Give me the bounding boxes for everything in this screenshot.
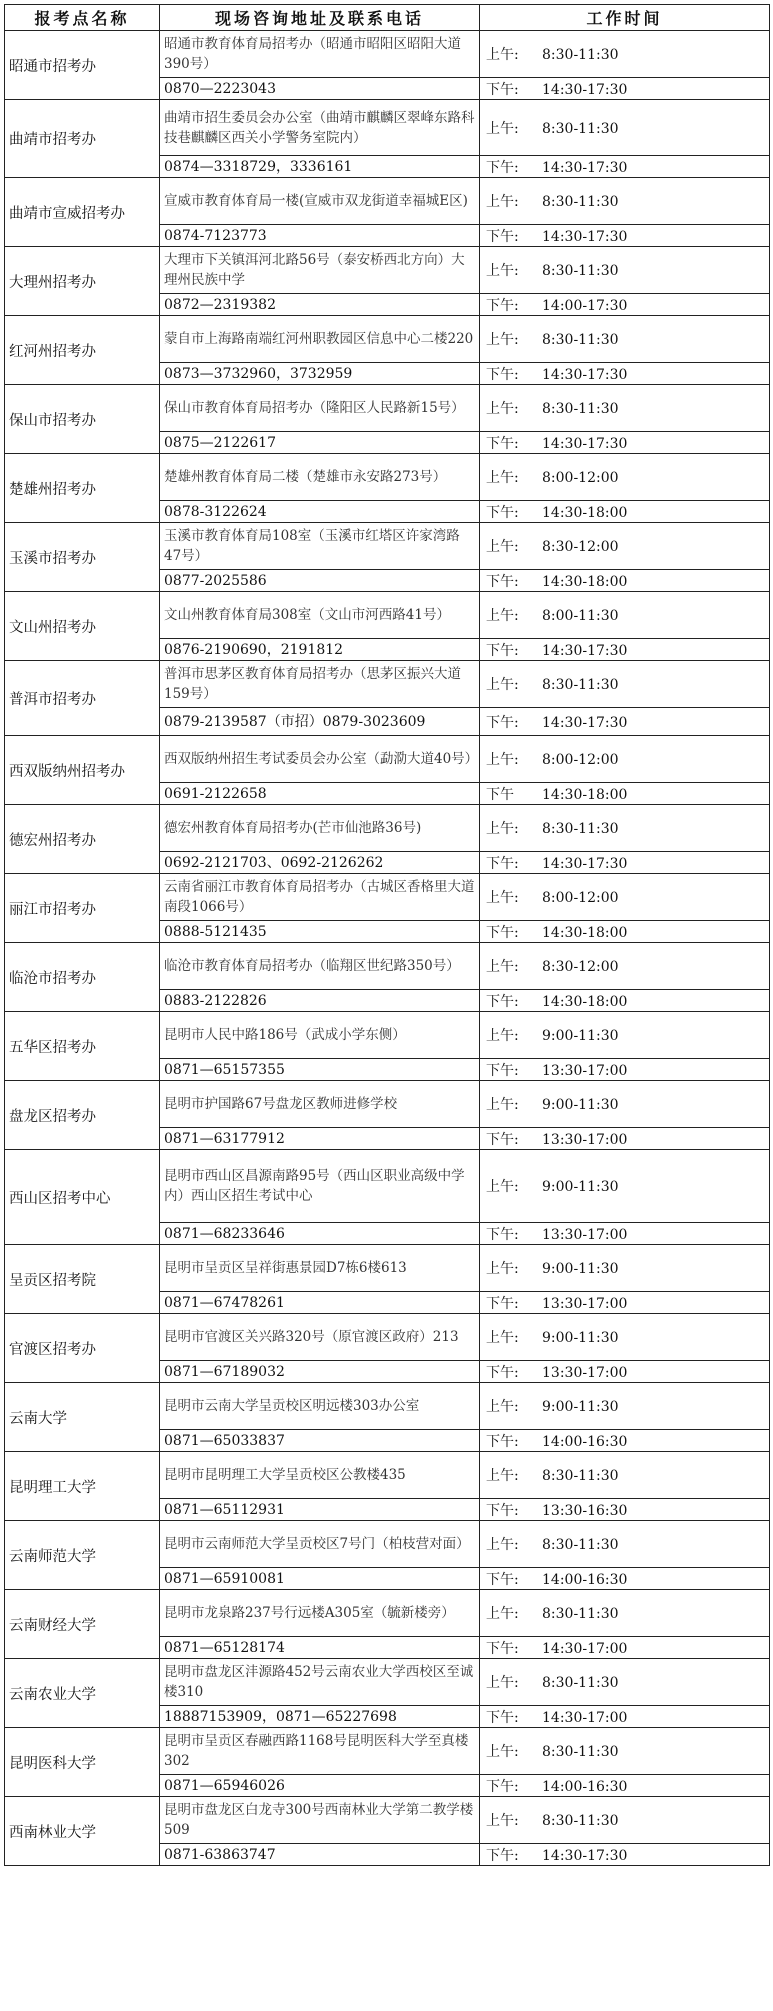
office-name-cell: 西双版纳州招考办 [5, 736, 160, 805]
afternoon-label: 下午 [486, 786, 514, 803]
afternoon-time: 14:30-18:00 [542, 573, 628, 590]
table-row [5, 31, 770, 78]
office-name-cell: 五华区招考办 [5, 1012, 160, 1081]
morning-label: 上午: [486, 752, 519, 768]
table-row [5, 1081, 770, 1128]
office-name-cell: 保山市招考办 [5, 385, 160, 454]
afternoon-hours-cell [480, 432, 770, 454]
morning-label: 上午: [486, 1675, 519, 1691]
morning-time: 9:00-11:30 [542, 1330, 619, 1346]
phone-cell: 0871—65910081 [160, 1568, 480, 1590]
table-row [5, 523, 770, 570]
afternoon-label: 下午: [486, 1295, 519, 1312]
office-name-cell: 德宏州招考办 [5, 805, 160, 874]
address-cell: 昭通市教育体育局招考办（昭通市昭阳区昭阳大道390号） [160, 31, 480, 78]
morning-time: 8:30-12:00 [542, 959, 619, 975]
afternoon-label: 下午: [486, 435, 519, 452]
afternoon-hours-cell [480, 1292, 770, 1314]
afternoon-hours-cell [480, 1059, 770, 1081]
morning-time: 8:00-11:30 [542, 608, 619, 624]
address-cell: 昆明市云南大学呈贡校区明远楼303办公室 [160, 1383, 480, 1430]
afternoon-label: 下午: [486, 228, 519, 245]
phone-cell: 0879-2139587（市招）0879-3023609 [160, 708, 480, 736]
afternoon-time: 14:30-17:30 [542, 366, 628, 383]
afternoon-time: 14:00-16:30 [542, 1433, 628, 1450]
morning-label: 上午: [486, 821, 519, 837]
morning-time: 9:00-11:30 [542, 1097, 619, 1113]
address-cell: 昆明市人民中路186号（武成小学东侧） [160, 1012, 480, 1059]
table-row [5, 1521, 770, 1568]
morning-label: 上午: [486, 194, 519, 210]
morning-time: 8:30-11:30 [542, 401, 619, 417]
morning-hours-cell [480, 178, 770, 225]
afternoon-hours-cell [480, 1223, 770, 1245]
afternoon-label: 下午: [486, 993, 519, 1010]
morning-label: 上午: [486, 539, 519, 555]
phone-cell: 0871—65112931 [160, 1499, 480, 1521]
office-name-cell: 临沧市招考办 [5, 943, 160, 1012]
afternoon-time: 13:30-17:00 [542, 1131, 628, 1148]
afternoon-label: 下午: [486, 1131, 519, 1148]
afternoon-time: 13:30-17:00 [542, 1295, 628, 1312]
phone-cell: 0871—65946026 [160, 1775, 480, 1797]
afternoon-time: 13:30-17:00 [542, 1364, 628, 1381]
address-cell: 昆明市云南师范大学呈贡校区7号门（柏枝营对面） [160, 1521, 480, 1568]
phone-cell: 0871—65157355 [160, 1059, 480, 1081]
afternoon-hours-cell [480, 1361, 770, 1383]
phone-cell: 0877-2025586 [160, 570, 480, 592]
morning-hours-cell [480, 454, 770, 501]
morning-time: 8:30-11:30 [542, 1468, 619, 1484]
morning-label: 上午: [486, 1399, 519, 1415]
afternoon-label: 下午: [486, 1847, 519, 1864]
morning-label: 上午: [486, 1261, 519, 1277]
phone-cell: 0692-2121703、0692-2126262 [160, 852, 480, 874]
afternoon-hours-cell [480, 921, 770, 943]
morning-label: 上午: [486, 1744, 519, 1760]
table-row [5, 1728, 770, 1775]
phone-cell: 0871—68233646 [160, 1223, 480, 1245]
afternoon-time: 14:30-17:30 [542, 81, 628, 98]
table-row [5, 1383, 770, 1430]
morning-label: 上午: [486, 1606, 519, 1622]
address-cell: 文山州教育体育局308室（文山市河西路41号） [160, 592, 480, 639]
morning-hours-cell [480, 1590, 770, 1637]
morning-label: 上午: [486, 401, 519, 417]
office-name-cell: 云南大学 [5, 1383, 160, 1452]
morning-label: 上午: [486, 332, 519, 348]
office-name-cell: 大理州招考办 [5, 247, 160, 316]
address-cell: 昆明市盘龙区沣源路452号云南农业大学西校区至诚楼310 [160, 1659, 480, 1706]
morning-hours-cell [480, 1012, 770, 1059]
header-office-name: 报考点名称 [5, 5, 160, 31]
phone-cell: 0871—67478261 [160, 1292, 480, 1314]
table-row [5, 1314, 770, 1361]
registration-office-table [4, 4, 770, 1866]
morning-hours-cell [480, 1081, 770, 1128]
morning-hours-cell [480, 1150, 770, 1223]
phone-cell: 0874—3318729，3336161 [160, 156, 480, 178]
table-row [5, 100, 770, 156]
morning-time: 8:30-11:30 [542, 120, 619, 137]
morning-hours-cell [480, 1797, 770, 1844]
phone-cell: 0870—2223043 [160, 78, 480, 100]
morning-time: 8:30-11:30 [542, 1744, 619, 1760]
table-row [5, 1590, 770, 1637]
table-row [5, 1245, 770, 1292]
address-cell: 玉溪市教育体育局108室（玉溪市红塔区许家湾路47号） [160, 523, 480, 570]
morning-label: 上午: [486, 1097, 519, 1113]
afternoon-time: 14:30-18:00 [542, 993, 628, 1010]
afternoon-time: 14:30-17:00 [542, 1709, 628, 1726]
morning-hours-cell [480, 1314, 770, 1361]
address-cell: 宣威市教育体育局一楼(宣威市双龙街道幸福城E区) [160, 178, 480, 225]
phone-cell: 0872—2319382 [160, 294, 480, 316]
address-cell: 昆明市官渡区关兴路320号（原官渡区政府）213 [160, 1314, 480, 1361]
phone-cell: 0871—63177912 [160, 1128, 480, 1150]
office-name-cell: 丽江市招考办 [5, 874, 160, 943]
morning-hours-cell [480, 1245, 770, 1292]
morning-time: 8:30-11:30 [542, 677, 619, 693]
afternoon-hours-cell [480, 852, 770, 874]
morning-time: 8:30-12:00 [542, 539, 619, 555]
office-name-cell: 曲靖市宣威招考办 [5, 178, 160, 247]
afternoon-label: 下午: [486, 1433, 519, 1450]
afternoon-time: 14:30-17:30 [542, 159, 628, 176]
phone-cell: 0871—67189032 [160, 1361, 480, 1383]
morning-label: 上午: [486, 263, 519, 279]
address-cell: 昆明市西山区昌源南路95号（西山区职业高级中学内）西山区招生考试中心 [160, 1150, 480, 1223]
afternoon-time: 14:00-17:30 [542, 297, 628, 314]
afternoon-hours-cell [480, 783, 770, 805]
table-row [5, 1012, 770, 1059]
morning-hours-cell [480, 592, 770, 639]
afternoon-time: 14:00-16:30 [542, 1778, 628, 1795]
afternoon-hours-cell [480, 708, 770, 736]
afternoon-label: 下午: [486, 642, 519, 659]
afternoon-label: 下午: [486, 924, 519, 941]
office-name-cell: 云南师范大学 [5, 1521, 160, 1590]
morning-time: 8:30-11:30 [542, 1813, 619, 1829]
address-cell: 昆明市呈贡区呈祥街惠景园D7栋6楼613 [160, 1245, 480, 1292]
address-cell: 昆明市龙泉路237号行远楼A305室（毓新楼旁） [160, 1590, 480, 1637]
phone-cell: 0875—2122617 [160, 432, 480, 454]
header-working-hours: 工作时间 [480, 5, 770, 31]
table-row [5, 943, 770, 990]
afternoon-time: 14:30-17:00 [542, 1640, 628, 1657]
morning-time: 8:30-11:30 [542, 332, 619, 348]
morning-label: 上午: [486, 120, 519, 137]
morning-time: 9:00-11:30 [542, 1399, 619, 1415]
address-cell: 蒙自市上海路南端红河州职教园区信息中心二楼220 [160, 316, 480, 363]
phone-cell: 18887153909，0871—65227698 [160, 1706, 480, 1728]
afternoon-label: 下午: [486, 1640, 519, 1657]
office-name-cell: 昆明医科大学 [5, 1728, 160, 1797]
morning-label: 上午: [486, 608, 519, 624]
morning-label: 上午: [486, 47, 519, 63]
morning-time: 9:00-11:30 [542, 1028, 619, 1044]
phone-cell: 0878-3122624 [160, 501, 480, 523]
afternoon-label: 下午: [486, 855, 519, 872]
afternoon-hours-cell [480, 1637, 770, 1659]
afternoon-label: 下午: [486, 1226, 519, 1243]
address-cell: 大理市下关镇洱河北路56号（泰安桥西北方向）大理州民族中学 [160, 247, 480, 294]
morning-hours-cell [480, 874, 770, 921]
morning-hours-cell [480, 385, 770, 432]
afternoon-hours-cell [480, 639, 770, 661]
morning-time: 8:30-11:30 [542, 194, 619, 210]
morning-hours-cell [480, 661, 770, 708]
afternoon-label: 下午: [486, 1709, 519, 1726]
afternoon-label: 下午: [486, 159, 519, 176]
afternoon-label: 下午: [486, 714, 519, 731]
registration-office-table-container [4, 4, 769, 1866]
table-row [5, 661, 770, 708]
morning-label: 上午: [486, 1330, 519, 1346]
office-name-cell: 西南林业大学 [5, 1797, 160, 1866]
afternoon-hours-cell [480, 363, 770, 385]
office-name-cell: 玉溪市招考办 [5, 523, 160, 592]
afternoon-hours-cell [480, 294, 770, 316]
table-row [5, 805, 770, 852]
afternoon-hours-cell [480, 225, 770, 247]
table-row [5, 178, 770, 225]
header-address-phone: 现场咨询地址及联系电话 [160, 5, 480, 31]
morning-label: 上午: [486, 959, 519, 975]
morning-hours-cell [480, 736, 770, 783]
address-cell: 昆明市呈贡区春融西路1168号昆明医科大学至真楼302 [160, 1728, 480, 1775]
table-row [5, 316, 770, 363]
address-cell: 临沧市教育体育局招考办（临翔区世纪路350号） [160, 943, 480, 990]
phone-cell: 0876-2190690，2191812 [160, 639, 480, 661]
morning-label: 上午: [486, 1179, 519, 1195]
office-name-cell: 楚雄州招考办 [5, 454, 160, 523]
table-row [5, 1659, 770, 1706]
afternoon-time: 13:30-17:00 [542, 1226, 628, 1243]
table-row [5, 1797, 770, 1844]
afternoon-label: 下午: [486, 504, 519, 521]
office-name-cell: 红河州招考办 [5, 316, 160, 385]
morning-time: 8:00-12:00 [542, 890, 619, 906]
morning-label: 上午: [486, 1813, 519, 1829]
office-name-cell: 呈贡区招考院 [5, 1245, 160, 1314]
morning-hours-cell [480, 1452, 770, 1499]
morning-label: 上午: [486, 890, 519, 906]
morning-hours-cell [480, 100, 770, 156]
office-name-cell: 昆明理工大学 [5, 1452, 160, 1521]
address-cell: 曲靖市招生委员会办公室（曲靖市麒麟区翠峰东路科技巷麒麟区西关小学警务室院内） [160, 100, 480, 156]
morning-hours-cell [480, 523, 770, 570]
afternoon-hours-cell [480, 1775, 770, 1797]
morning-hours-cell [480, 1659, 770, 1706]
office-name-cell: 昭通市招考办 [5, 31, 160, 100]
phone-cell: 0871—65033837 [160, 1430, 480, 1452]
afternoon-hours-cell [480, 990, 770, 1012]
morning-hours-cell [480, 31, 770, 78]
office-name-cell: 西山区招考中心 [5, 1150, 160, 1245]
morning-time: 9:00-11:30 [542, 1179, 619, 1195]
address-cell: 云南省丽江市教育体育局招考办（古城区香格里大道南段1066号） [160, 874, 480, 921]
office-name-cell: 普洱市招考办 [5, 661, 160, 736]
address-cell: 昆明市盘龙区白龙寺300号西南林业大学第二教学楼509 [160, 1797, 480, 1844]
header-row [5, 5, 770, 31]
morning-time: 8:00-12:00 [542, 752, 619, 768]
morning-hours-cell [480, 1383, 770, 1430]
phone-cell: 0691-2122658 [160, 783, 480, 805]
address-cell: 昆明市昆明理工大学呈贡校区公教楼435 [160, 1452, 480, 1499]
afternoon-label: 下午: [486, 81, 519, 98]
afternoon-time: 14:30-17:30 [542, 1847, 628, 1864]
afternoon-time: 14:30-17:30 [542, 435, 628, 452]
morning-label: 上午: [486, 1468, 519, 1484]
afternoon-time: 14:30-18:00 [542, 786, 628, 803]
morning-time: 8:00-12:00 [542, 470, 619, 486]
morning-time: 8:30-11:30 [542, 47, 619, 63]
phone-cell: 0883-2122826 [160, 990, 480, 1012]
address-cell: 德宏州教育体育局招考办(芒市仙池路36号) [160, 805, 480, 852]
morning-time: 8:30-11:30 [542, 1606, 619, 1622]
morning-hours-cell [480, 805, 770, 852]
address-cell: 昆明市护国路67号盘龙区教师进修学校 [160, 1081, 480, 1128]
morning-label: 上午: [486, 1537, 519, 1553]
address-cell: 保山市教育体育局招考办（隆阳区人民路新15号） [160, 385, 480, 432]
afternoon-time: 13:30-16:30 [542, 1502, 628, 1519]
morning-hours-cell [480, 1521, 770, 1568]
morning-time: 8:30-11:30 [542, 1537, 619, 1553]
office-name-cell: 官渡区招考办 [5, 1314, 160, 1383]
table-row [5, 454, 770, 501]
afternoon-label: 下午: [486, 1062, 519, 1079]
afternoon-hours-cell [480, 1499, 770, 1521]
table-row [5, 592, 770, 639]
office-name-cell: 文山州招考办 [5, 592, 160, 661]
afternoon-hours-cell [480, 1844, 770, 1866]
morning-label: 上午: [486, 470, 519, 486]
morning-time: 8:30-11:30 [542, 263, 619, 279]
table-row [5, 385, 770, 432]
office-name-cell: 曲靖市招考办 [5, 100, 160, 178]
afternoon-hours-cell [480, 501, 770, 523]
table-row [5, 874, 770, 921]
morning-time: 9:00-11:30 [542, 1261, 619, 1277]
office-name-cell: 盘龙区招考办 [5, 1081, 160, 1150]
afternoon-time: 14:30-17:30 [542, 228, 628, 245]
address-cell: 普洱市思茅区教育体育局招考办（思茅区振兴大道159号） [160, 661, 480, 708]
afternoon-hours-cell [480, 1568, 770, 1590]
phone-cell: 0871—65128174 [160, 1637, 480, 1659]
table-row [5, 1452, 770, 1499]
office-name-cell: 云南财经大学 [5, 1590, 160, 1659]
afternoon-hours-cell [480, 1706, 770, 1728]
morning-hours-cell [480, 943, 770, 990]
afternoon-hours-cell [480, 1128, 770, 1150]
afternoon-label: 下午: [486, 1778, 519, 1795]
morning-time: 8:30-11:30 [542, 821, 619, 837]
afternoon-time: 14:30-18:00 [542, 924, 628, 941]
table-body [5, 31, 770, 1866]
afternoon-hours-cell [480, 156, 770, 178]
afternoon-label: 下午: [486, 1571, 519, 1588]
morning-label: 上午: [486, 1028, 519, 1044]
phone-cell: 0874-7123773 [160, 225, 480, 247]
afternoon-time: 14:30-18:00 [542, 504, 628, 521]
afternoon-label: 下午: [486, 573, 519, 590]
afternoon-time: 14:30-17:30 [542, 714, 628, 731]
afternoon-label: 下午: [486, 1502, 519, 1519]
afternoon-label: 下午: [486, 297, 519, 314]
phone-cell: 0871-63863747 [160, 1844, 480, 1866]
table-row [5, 736, 770, 783]
phone-cell: 0888-5121435 [160, 921, 480, 943]
morning-hours-cell [480, 247, 770, 294]
afternoon-hours-cell [480, 570, 770, 592]
morning-hours-cell [480, 1728, 770, 1775]
address-cell: 西双版纳州招生考试委员会办公室（勐泐大道40号） [160, 736, 480, 783]
afternoon-label: 下午: [486, 366, 519, 383]
table-row [5, 1150, 770, 1223]
office-name-cell: 云南农业大学 [5, 1659, 160, 1728]
afternoon-time: 13:30-17:00 [542, 1062, 628, 1079]
table-row [5, 247, 770, 294]
phone-cell: 0873—3732960，3732959 [160, 363, 480, 385]
address-cell: 楚雄州教育体育局二楼（楚雄市永安路273号） [160, 454, 480, 501]
morning-time: 8:30-11:30 [542, 1675, 619, 1691]
afternoon-hours-cell [480, 78, 770, 100]
morning-label: 上午: [486, 677, 519, 693]
afternoon-time: 14:30-17:30 [542, 642, 628, 659]
morning-hours-cell [480, 316, 770, 363]
afternoon-label: 下午: [486, 1364, 519, 1381]
afternoon-hours-cell [480, 1430, 770, 1452]
afternoon-time: 14:30-17:30 [542, 855, 628, 872]
afternoon-time: 14:00-16:30 [542, 1571, 628, 1588]
